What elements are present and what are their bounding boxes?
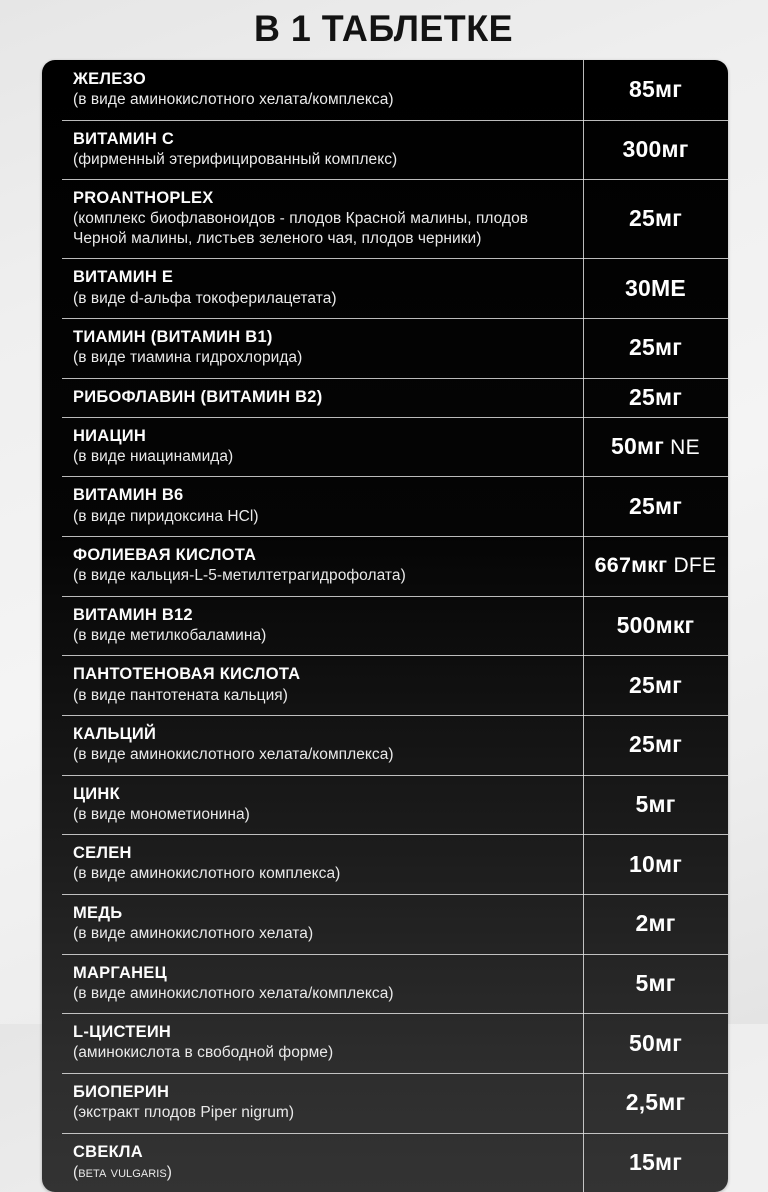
ingredient-description: (аминокислота в свободной форме) <box>73 1044 334 1062</box>
amount-value: 25мг <box>629 671 682 698</box>
ingredient-name-cell <box>42 258 583 318</box>
ingredient-amount-cell <box>583 1073 728 1133</box>
ingredient-name: ТИАМИН (ВИТАМИН B1) <box>73 328 273 347</box>
ingredient-name: ВИТАМИН C <box>73 129 175 148</box>
ingredient-description: (beta vulgaris) <box>73 1163 172 1181</box>
ingredient-description: (в виде монометионина) <box>73 805 250 823</box>
amount-value: 10мг <box>629 850 682 877</box>
ingredient-amount <box>629 672 682 699</box>
table-row <box>42 120 728 180</box>
table-row <box>42 179 728 258</box>
ingredient-amount <box>629 1149 682 1176</box>
ingredient-name-cell <box>42 179 583 258</box>
ingredient-name-cell <box>42 954 583 1014</box>
ingredient-description: (в виде аминокислотного хелата/комплекса) <box>73 91 394 109</box>
ingredient-description: (в виде пантотената кальция) <box>73 686 288 704</box>
table-row <box>42 834 728 894</box>
table-row <box>42 894 728 954</box>
amount-value: 50мг <box>629 1029 682 1056</box>
ingredient-amount <box>626 1089 686 1116</box>
amount-value: 5мг <box>635 969 676 996</box>
ingredient-amount-cell <box>583 1133 728 1192</box>
ingredient-name: СЕЛЕН <box>73 844 132 863</box>
amount-value: 300мг <box>622 135 689 162</box>
table-row <box>42 476 728 536</box>
ingredient-description: (в виде пиридоксина HCl) <box>73 507 259 525</box>
page-title: В 1 ТАБЛЕТКЕ <box>254 8 514 49</box>
ingredient-name-cell <box>42 715 583 775</box>
amount-unit-suffix: NE <box>664 436 700 460</box>
ingredient-description: (в виде аминокислотного комплекса) <box>73 865 341 883</box>
table-row <box>42 378 728 417</box>
ingredient-amount <box>629 731 682 758</box>
amount-value: 25мг <box>629 205 682 232</box>
ingredient-amount-cell <box>583 834 728 894</box>
ingredient-amount-cell <box>583 258 728 318</box>
ingredient-description: (экстракт плодов Piper nigrum) <box>73 1104 295 1122</box>
ingredient-description: (в виде кальция-L-5-метилтетрагидрофолата) <box>73 567 406 585</box>
table-row <box>42 318 728 378</box>
ingredient-name: ВИТАМИН B12 <box>73 605 193 624</box>
ingredient-amount <box>629 384 682 411</box>
amount-value: 25мг <box>629 731 682 758</box>
ingredient-amount <box>617 612 695 639</box>
amount-value: 25мг <box>629 383 682 410</box>
ingredient-amount-cell <box>583 476 728 536</box>
table-row <box>42 715 728 775</box>
ingredient-name: КАЛЬЦИЙ <box>73 725 157 744</box>
ingredient-description: (в виде ниацинамида) <box>73 447 234 465</box>
ingredient-amount <box>629 205 682 232</box>
ingredient-description: (в виде аминокислотного хелата) <box>73 925 314 943</box>
supplement-facts-table <box>42 60 728 1192</box>
ingredient-name: БИОПЕРИН <box>73 1082 170 1101</box>
ingredient-name-cell <box>42 1133 583 1192</box>
amount-value: 25мг <box>629 492 682 519</box>
amount-value: 50мг <box>611 433 665 460</box>
ingredient-amount-cell <box>583 318 728 378</box>
table-row <box>42 655 728 715</box>
ingredient-name: ЖЕЛЕЗО <box>73 70 146 88</box>
ingredient-amount-cell <box>583 378 728 417</box>
ingredient-description: (в виде d-альфа токоферилацетата) <box>73 289 337 307</box>
table-row <box>42 1013 728 1073</box>
amount-value: 500мкг <box>616 612 695 639</box>
ingredient-amount-cell <box>583 715 728 775</box>
ingredient-amount <box>629 334 682 361</box>
ingredient-amount-cell <box>583 60 728 120</box>
ingredient-name-cell <box>42 417 583 477</box>
table-row <box>42 536 728 596</box>
table-row <box>42 417 728 477</box>
ingredient-amount <box>629 76 682 103</box>
ingredient-amount <box>636 910 676 937</box>
ingredient-amount-cell <box>583 954 728 1014</box>
ingredient-amount-cell <box>583 775 728 835</box>
amount-value: 30МЕ <box>625 274 686 301</box>
ingredient-amount <box>629 1030 682 1057</box>
ingredient-name-cell <box>42 596 583 656</box>
page-title-bar <box>0 0 768 58</box>
ingredient-amount-cell <box>583 417 728 477</box>
table-row <box>42 258 728 318</box>
ingredient-name-cell <box>42 775 583 835</box>
ingredient-amount <box>625 275 686 302</box>
ingredient-name-cell <box>42 60 583 120</box>
amount-value: 2мг <box>635 910 676 937</box>
amount-value: 667мкг <box>594 553 668 578</box>
ingredient-name: L-ЦИСТЕИН <box>73 1023 172 1042</box>
ingredient-name: ФОЛИЕВАЯ КИСЛОТА <box>73 546 257 565</box>
ingredient-amount <box>636 791 676 818</box>
amount-value: 15мг <box>629 1148 682 1175</box>
amount-unit-suffix: DFE <box>667 554 717 578</box>
ingredient-description: (в виде аминокислотного хелата/комплекса) <box>73 984 394 1002</box>
ingredient-amount-cell <box>583 894 728 954</box>
ingredient-name-cell <box>42 655 583 715</box>
ingredient-description: (комплекс биофлавоноидов - плодов Красной малины, плодов Черной малины, листьев зеленого чая, плодов черники) <box>73 210 529 247</box>
ingredient-name-cell <box>42 378 583 417</box>
ingredient-name-cell <box>42 1073 583 1133</box>
ingredient-name: PROANTHOPLEX <box>73 189 214 208</box>
ingredient-name-cell <box>42 318 583 378</box>
ingredient-name-cell <box>42 1013 583 1073</box>
ingredient-name-cell <box>42 120 583 180</box>
table-row <box>42 1073 728 1133</box>
table-row <box>42 60 728 120</box>
table-row <box>42 596 728 656</box>
table-row <box>42 954 728 1014</box>
table-row <box>42 775 728 835</box>
amount-value: 85мг <box>629 76 682 103</box>
ingredient-amount <box>629 493 682 520</box>
amount-value: 25мг <box>629 334 682 361</box>
ingredient-amount <box>629 851 682 878</box>
ingredient-name-cell <box>42 476 583 536</box>
ingredient-description: (в виде метилкобаламина) <box>73 626 267 644</box>
ingredient-amount-cell <box>583 655 728 715</box>
ingredient-name: ЦИНК <box>73 784 120 803</box>
ingredient-name: СВЕКЛА <box>73 1142 143 1161</box>
ingredient-description: (фирменный этерифицированный комплекс) <box>73 150 398 168</box>
amount-value: 2,5мг <box>625 1089 686 1116</box>
ingredient-description: (в виде тиамина гидрохлорида) <box>73 349 303 367</box>
ingredient-amount <box>623 136 689 163</box>
ingredient-name: ВИТАМИН E <box>73 268 174 287</box>
ingredient-amount-cell <box>583 179 728 258</box>
ingredient-name: ПАНТОТЕНОВАЯ КИСЛОТА <box>73 665 301 684</box>
ingredient-name-cell <box>42 536 583 596</box>
ingredient-description: (в виде аминокислотного хелата/комплекса) <box>73 746 394 764</box>
ingredient-amount <box>611 433 700 460</box>
ingredient-name-cell <box>42 894 583 954</box>
ingredient-amount-cell <box>583 120 728 180</box>
amount-value: 5мг <box>635 791 676 817</box>
ingredient-name: ВИТАМИН B6 <box>73 486 184 505</box>
ingredient-amount-cell <box>583 596 728 656</box>
ingredient-name: МАРГАНЕЦ <box>73 963 167 982</box>
ingredient-amount-cell <box>583 1013 728 1073</box>
table-row <box>42 1133 728 1192</box>
ingredient-amount <box>595 553 717 578</box>
ingredient-name-cell <box>42 834 583 894</box>
ingredient-name: НИАЦИН <box>73 426 147 445</box>
ingredient-amount-cell <box>583 536 728 596</box>
ingredient-name: РИБОФЛАВИН (ВИТАМИН B2) <box>73 387 323 406</box>
ingredient-name: МЕДЬ <box>73 903 123 922</box>
ingredient-amount <box>636 970 676 997</box>
